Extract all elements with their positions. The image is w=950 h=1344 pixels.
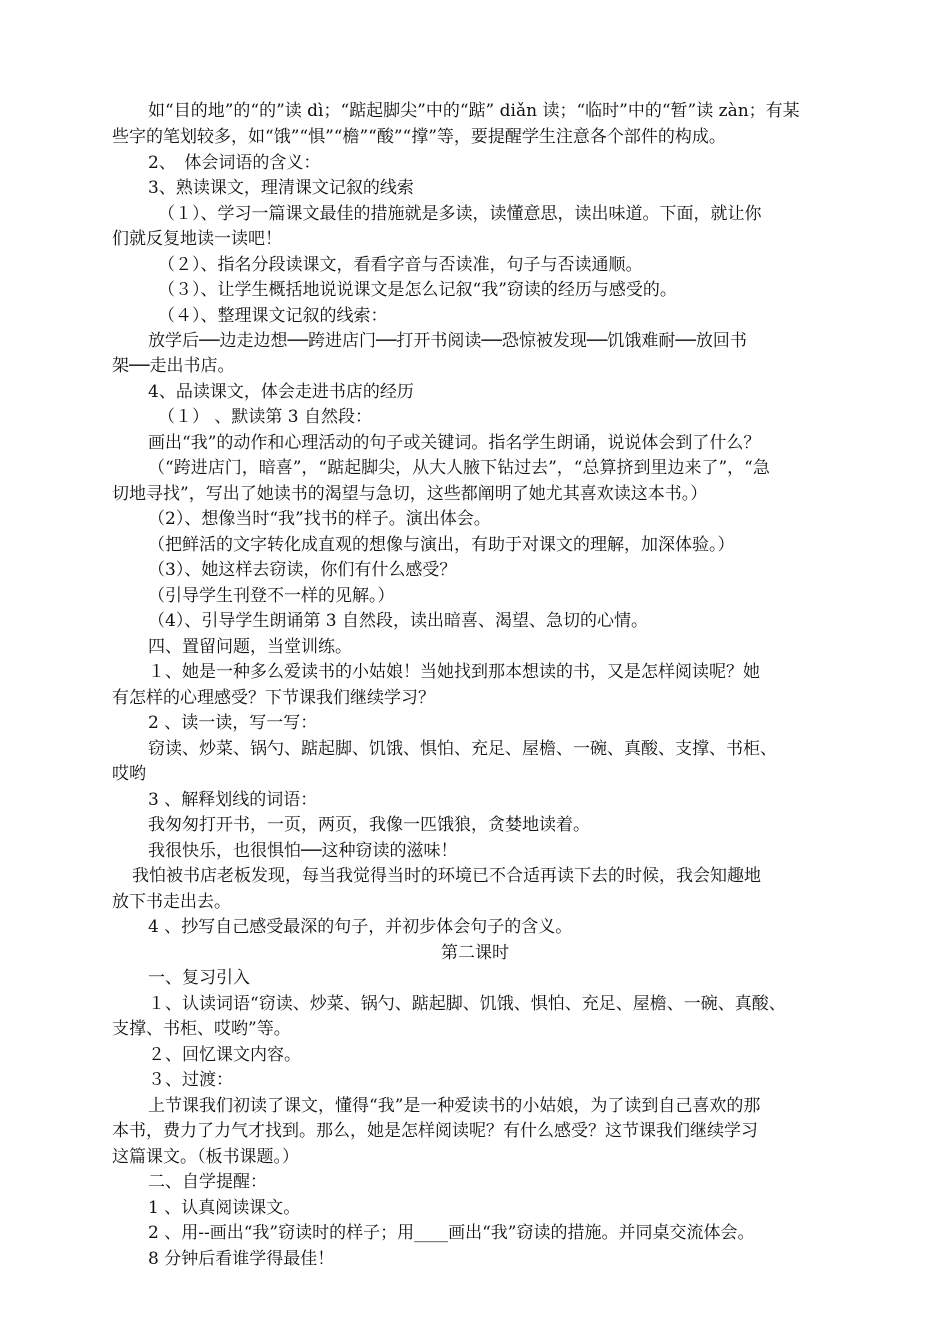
text-line: 四、置留问题，当堂训练。 — [148, 637, 352, 657]
text-line: 有怎样的心理感受？下节课我们继续学习？ — [112, 688, 435, 708]
text-line: （３）、让学生概括地说说课文是怎么记叙“我”窃读的经历与感受的。 — [158, 280, 677, 300]
text-line: 2、 体会词语的含义： — [148, 153, 321, 173]
text-line: 4、品读课文，体会走进书店的经历 — [148, 382, 414, 402]
text-line: ２、回忆课文内容。 — [148, 1045, 301, 1065]
text-line: 窃读、炒菜、锅勺、踮起脚、饥饿、惧怕、充足、屋檐、一碗、真酸、支撑、书柜、 — [148, 739, 777, 759]
text-line: １、认读词语“窃读、炒菜、锅勺、踮起脚、饥饿、惧怕、充足、屋檐、一碗、真酸、 — [148, 994, 786, 1014]
text-line: （2）、想像当时“我”找书的样子。演出体会。 — [148, 509, 491, 529]
text-line: 3、熟读课文，理清课文记叙的线索 — [148, 178, 414, 198]
text-line: 我怕被书店老板发现，每当我觉得当时的环境已不合适再读下去的时候，我会知趣地 — [132, 866, 761, 886]
text-line: （把鲜活的文字转化成直观的想像与演出，有助于对课文的理解，加深体验。） — [148, 535, 735, 555]
section-heading: 第二课时 — [441, 943, 509, 963]
text-line: 架──走出书店。 — [112, 356, 235, 376]
text-line: 放下书走出去。 — [112, 892, 231, 912]
text-line: 1 、认真阅读课文。 — [148, 1198, 301, 1218]
text-line: （4）、引导学生朗诵第 3 自然段，读出暗喜、渴望、急切的心情。 — [148, 611, 648, 631]
text-line: （４）、整理课文记叙的线索： — [158, 306, 388, 326]
text-line: 画出“我”的动作和心理活动的句子或关键词。指名学生朗诵，说说体会到了什么？ — [148, 433, 761, 453]
text-line: 如“目的地”的“的”读 dì；“踮起脚尖”中的“踮” diǎn 读；“临时”中的“暂”读 zàn；有某 — [148, 101, 800, 121]
text-line: 我很快乐，也很惧怕──这种窃读的滋味！ — [148, 841, 458, 861]
text-line: 4 、抄写自己感受最深的句子，并初步体会句子的含义。 — [148, 917, 573, 937]
text-line: （3）、她这样去窃读，你们有什么感受？ — [148, 560, 457, 580]
text-line: 些字的笔划较多，如“饿”“惧”“檐”“酸”“撑”等，要提醒学生注意各个部件的构成。 — [112, 127, 726, 147]
text-line: 我匆匆打开书，一页，两页，我像一匹饿狼，贪婪地读着。 — [148, 815, 590, 835]
text-line: （“跨进店门，暗喜”，“踮起脚尖，从大人腋下钻过去”，“总算挤到里边来了”，“急 — [148, 458, 770, 478]
text-line: 2 、读一读，写一写： — [148, 713, 318, 733]
text-line: 放学后──边走边想──跨进店门──打开书阅读──恐惊被发现──饥饿难耐──放回书 — [148, 331, 747, 351]
text-line: １、她是一种多么爱读书的小姑娘！当她找到那本想读的书，又是怎样阅读呢？她 — [148, 662, 760, 682]
text-line: 二、自学提醒： — [148, 1172, 267, 1192]
text-line: 本书，费力了力气才找到。那么，她是怎样阅读呢？有什么感受？这节课我们继续学习 — [112, 1121, 758, 1141]
text-line: （１）、学习一篇课文最佳的措施就是多读，读懂意思，读出味道。下面，就让你 — [158, 204, 762, 224]
text-line: 支撑、书柜、哎哟”等。 — [112, 1019, 291, 1039]
text-line: 们就反复地读一读吧！ — [112, 229, 282, 249]
text-line: 上节课我们初读了课文，懂得“我”是一种爱读书的小姑娘，为了读到自己喜欢的那 — [148, 1096, 761, 1116]
text-line: 哎哟 — [112, 764, 146, 784]
text-line: 切地寻找”，写出了她读书的渴望与急切，这些都阐明了她尤其喜欢读这本书。） — [112, 484, 708, 504]
text-line: 8 分钟后看谁学得最佳！ — [148, 1249, 335, 1269]
text-line: 这篇课文。（板书课题。） — [112, 1147, 299, 1167]
text-line: （２）、指名分段读课文，看看字音与否读准，句子与否读通顺。 — [158, 255, 643, 275]
text-line: 一、复习引入 — [148, 968, 250, 988]
text-line: （引导学生刊登不一样的见解。） — [148, 586, 395, 606]
text-line: 3 、解释划线的词语： — [148, 790, 318, 810]
text-line: 2 、用--画出“我”窃读时的样子；用____画出“我”窃读的措施。并同桌交流体会。 — [148, 1223, 755, 1243]
text-line: （１） 、默读第 3 自然段： — [158, 407, 373, 427]
text-line: ３、过渡： — [148, 1070, 233, 1090]
